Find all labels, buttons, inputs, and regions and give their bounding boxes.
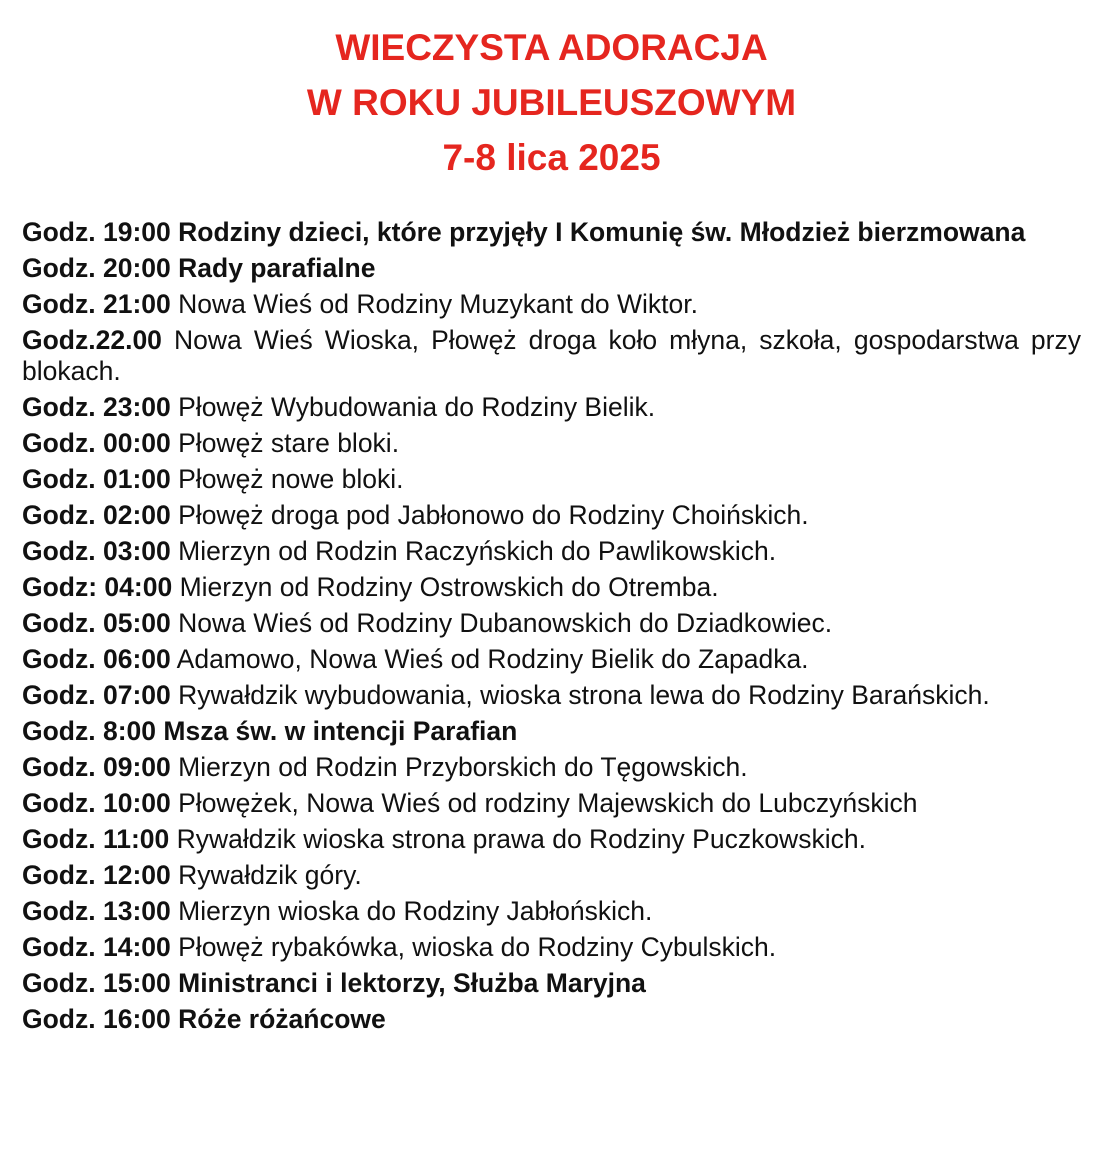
schedule-entry	[22, 608, 1081, 639]
entry-time: Godz. 09:00	[22, 752, 171, 782]
schedule-entry	[22, 253, 1081, 284]
schedule-entry	[22, 289, 1081, 320]
entry-description: Nowa Wieś od Rodziny Muzykant do Wiktor.	[178, 289, 699, 319]
schedule-entry	[22, 500, 1081, 531]
entry-description: Płowęż Wybudowania do Rodziny Bielik.	[178, 392, 656, 422]
entry-time: Godz. 14:00	[22, 932, 171, 962]
entry-time: Godz: 04:00	[22, 572, 173, 602]
entry-time: Godz. 8:00	[22, 716, 157, 746]
entry-time: Godz. 06:00	[22, 644, 171, 674]
entry-description: Płowężek, Nowa Wieś od rodziny Majewskich do Lubczyńskich	[178, 788, 918, 818]
entry-description: Mierzyn od Rodzin Przyborskich do Tęgowskich.	[178, 752, 748, 782]
entry-description: Msza św. w intencji Parafian	[163, 716, 518, 746]
title-line-1: WIECZYSTA ADORACJA	[335, 27, 768, 68]
entry-description: Adamowo, Nowa Wieś od Rodziny Bielik do Zapadka.	[176, 644, 809, 674]
entry-time: Godz. 20:00	[22, 253, 171, 283]
entry-description: Mierzyn od Rodziny Ostrowskich do Otremba.	[179, 572, 719, 602]
entry-description: Rodziny dzieci, które przyjęły I Komunię św. Młodzież bierzmowana	[178, 217, 1026, 247]
schedule-entry	[22, 392, 1081, 423]
schedule-entry	[22, 752, 1081, 783]
entry-time: Godz. 10:00	[22, 788, 171, 818]
entry-description: Rady parafialne	[178, 253, 376, 283]
schedule-entry	[22, 824, 1081, 855]
entry-description: Rywałdzik góry.	[178, 860, 362, 890]
entry-description: Płowęż rybakówka, wioska do Rodziny Cybulskich.	[178, 932, 777, 962]
schedule-entry	[22, 464, 1081, 495]
entry-description: Rywałdzik wybudowania, wioska strona lewa do Rodziny Barańskich.	[178, 680, 990, 710]
schedule-entry	[22, 968, 1081, 999]
entry-description: Róże różańcowe	[178, 1004, 386, 1034]
schedule-entry	[22, 680, 1081, 711]
schedule-entry	[22, 788, 1081, 819]
title-line-3-date: 7-8 lica 2025	[442, 137, 661, 178]
entry-description: Nowa Wieś od Rodziny Dubanowskich do Dziadkowiec.	[178, 608, 833, 638]
entry-time: Godz. 00:00	[22, 428, 171, 458]
entry-time: Godz. 05:00	[22, 608, 171, 638]
entry-description: Płowęż nowe bloki.	[178, 464, 404, 494]
title-line-2: W ROKU JUBILEUSZOWYM	[306, 82, 797, 123]
adoration-schedule	[22, 217, 1081, 1035]
entry-time: Godz.22.00	[22, 325, 162, 355]
entry-time: Godz. 02:00	[22, 500, 171, 530]
entry-description: Mierzyn wioska do Rodziny Jabłońskich.	[178, 896, 653, 926]
entry-description: Rywałdzik wioska strona prawa do Rodziny Puczkowskich.	[176, 824, 866, 854]
entry-description: Nowa Wieś Wioska, Płowęż droga koło młyna, szkoła, gospodarstwa przy blokach.	[22, 325, 1081, 386]
entry-time: Godz. 15:00	[22, 968, 171, 998]
entry-description: Płowęż stare bloki.	[178, 428, 400, 458]
schedule-entry	[22, 896, 1081, 927]
schedule-entry	[22, 217, 1081, 248]
entry-time: Godz. 21:00	[22, 289, 171, 319]
entry-time: Godz. 03:00	[22, 536, 171, 566]
schedule-entry	[22, 325, 1081, 387]
entry-time: Godz. 07:00	[22, 680, 171, 710]
entry-time: Godz. 12:00	[22, 860, 171, 890]
schedule-entry	[22, 572, 1081, 603]
entry-description: Mierzyn od Rodzin Raczyńskich do Pawlikowskich.	[178, 536, 777, 566]
schedule-entry	[22, 860, 1081, 891]
entry-time: Godz. 19:00	[22, 217, 171, 247]
entry-description: Płowęż droga pod Jabłonowo do Rodziny Choińskich.	[178, 500, 809, 530]
schedule-entry	[22, 1004, 1081, 1035]
schedule-entry	[22, 716, 1081, 747]
schedule-entry	[22, 536, 1081, 567]
entry-time: Godz. 11:00	[22, 824, 170, 854]
entry-time: Godz. 13:00	[22, 896, 171, 926]
schedule-entry	[22, 428, 1081, 459]
document-title	[22, 20, 1081, 185]
entry-description: Ministranci i lektorzy, Służba Maryjna	[178, 968, 646, 998]
schedule-entry	[22, 644, 1081, 675]
entry-time: Godz. 23:00	[22, 392, 171, 422]
entry-time: Godz. 16:00	[22, 1004, 171, 1034]
schedule-entry	[22, 932, 1081, 963]
entry-time: Godz. 01:00	[22, 464, 171, 494]
